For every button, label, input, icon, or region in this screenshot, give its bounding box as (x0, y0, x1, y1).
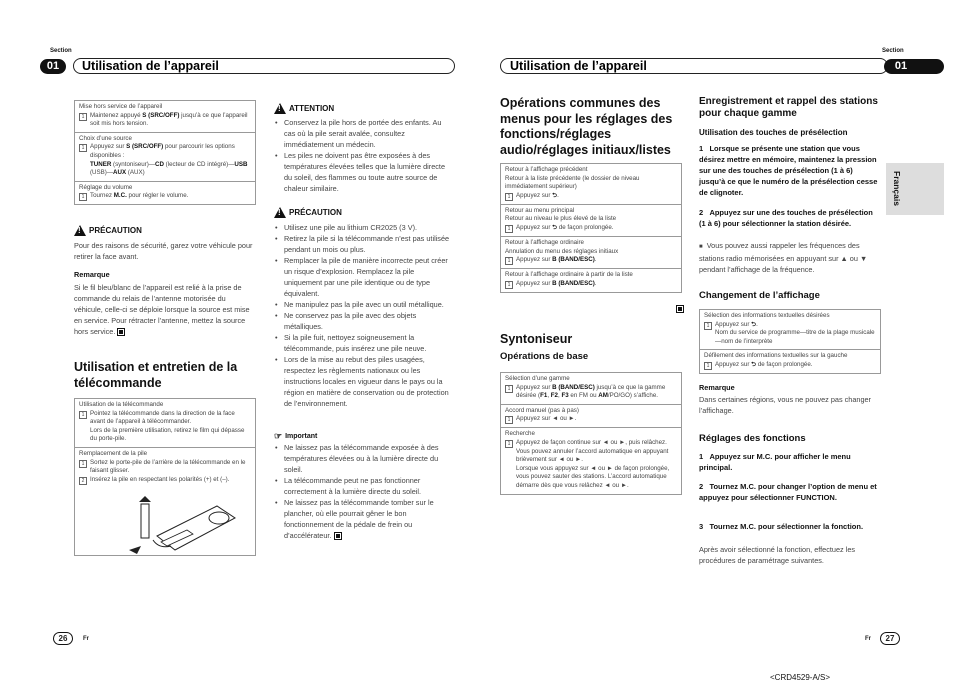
page-header-title: Utilisation de l’appareil (82, 59, 219, 73)
step-text: Appuyez sur (516, 279, 553, 287)
step-text: . (594, 279, 597, 287)
end-of-section-icon (676, 305, 684, 313)
step-number: 1 (505, 193, 513, 201)
warning-icon (74, 225, 86, 236)
step-number: 3 (699, 522, 704, 531)
row-title: Sélection d’une gamme (505, 375, 570, 382)
list-item: • Conservez la pile hors de portée des enfants. Au cas où la pile serait avalée, consultez immédiatement un médecin. (284, 117, 452, 150)
step-number: 1 (79, 460, 87, 468)
step-text: jusqu’à ce que la gamme désirée ( (516, 383, 666, 400)
band-name: AM (598, 392, 608, 400)
step-number: 1 (505, 440, 513, 448)
attention-heading (274, 103, 334, 114)
fn-step-1 (699, 451, 881, 473)
fn-title: Réglages des fonctions (699, 433, 806, 444)
source-name: TUNER (90, 160, 112, 168)
list-item: • Ne conservez pas la pile avec des objets métalliques. (284, 310, 452, 332)
key-name: B (BAND/ESC) (552, 256, 595, 264)
step-text: Appuyez de façon continue sur ◄ ou ►, puis relâchez. (516, 438, 667, 446)
step-text: . (594, 256, 597, 264)
remarque-text: Si le fil bleu/blanc de l’appareil est relié à la prise de commande du relais de l’antenne motorisée du véhicule, celle-ci se déploie lorsque la source est mise en service. Pour rétracter l’antenne, mettez la source hors service. (74, 283, 250, 336)
step-text: pour parcourir les options disponibles : (90, 143, 235, 159)
row-title: Retour à l’affichage précédent (505, 166, 588, 173)
step-text: Nom du service de programme—titre de la plage musicale—nom de l’interprète (715, 329, 875, 345)
step-text: en FM ou (568, 392, 599, 400)
bullet-icon: ■ (699, 244, 703, 250)
warning-icon (274, 207, 286, 218)
precaution2-heading (274, 207, 342, 218)
page-header (73, 58, 455, 74)
row-title: Retour à l’affichage ordinaire (505, 238, 584, 246)
remarque-block (74, 282, 256, 337)
chg-remarque-title: Remarque (699, 383, 735, 392)
table-row (700, 350, 880, 373)
chg-remarque-text: Dans certaines régions, vous ne pouvez pas changer l’affichage. (699, 395, 871, 415)
row-title: Retour à la liste précédente (le dossier de niveau immédiatement supérieur) (505, 174, 640, 191)
table-row (75, 448, 255, 553)
step-text: Tournez M.C. pour changer l’option de menu et appuyez pour sélectionner FUNCTION. (699, 482, 877, 502)
step-number: 1 (505, 385, 513, 393)
step-text: Appuyez sur (516, 383, 553, 391)
step-text: Lors de la première utilisation, retirez le film qui dépasse du porte-pile. (90, 426, 245, 443)
reg-note (699, 240, 881, 275)
key-name: B (BAND/ESC) (552, 383, 595, 391)
remarque-title: Remarque (74, 270, 110, 279)
reg-subtitle: Utilisation des touches de présélection (699, 128, 848, 137)
step-number: 1 (79, 144, 87, 152)
section-number-text: 01 (894, 60, 908, 72)
step-text: Appuyez sur (516, 191, 553, 199)
step-text: , (558, 392, 562, 400)
page-header-title: Utilisation de l’appareil (510, 59, 647, 73)
row-title: Choix d’une source (79, 134, 132, 142)
precaution-heading (74, 225, 142, 236)
list-item: • Retirez la pile si la télécommande n’est pas utilisée pendant un mois ou plus. (284, 233, 452, 255)
step-text: pour régler le volume. (126, 192, 189, 200)
attention-list (274, 117, 452, 194)
step-number: 1 (505, 225, 513, 233)
step-number: 1 (704, 362, 712, 370)
step-text: Lorsque se présente une station que vous désirez mettre en mémoire, maintenez la pression sur une des touches de présélection (1 à 6) jusqu’à ce que le numéro de la présélection cesse de clignoter. (699, 144, 878, 197)
source-desc: (AUX) (126, 169, 145, 177)
page-language: Fr (83, 636, 89, 642)
step-text: Tournez M.C. pour sélectionner la fonction. (709, 522, 864, 531)
step-number: 1 (505, 257, 513, 265)
important-list (274, 442, 452, 541)
row-title: Sélection des informations textuelles désirées (704, 312, 830, 319)
tuner-table (500, 372, 682, 495)
precaution-text: Pour des raisons de sécurité, garez votre véhicule pour retirer la face avant. (74, 241, 253, 261)
page-number: 26 (53, 632, 73, 645)
display-table (699, 309, 881, 374)
step-text: . (557, 191, 559, 199)
band-name: F3 (561, 392, 569, 400)
list-item: • Les piles ne doivent pas être exposées à des températures élevées telles que la lumière directe du soleil, des flammes ou toute autre source de chaleur similaire. (284, 150, 452, 194)
battery-replacement-illustration (127, 496, 237, 554)
ops-title: Opérations communes des menus pour les réglages des fonctions/réglages audio/réglages initiaux/listes (500, 96, 673, 157)
section-number: 01 (40, 59, 66, 74)
ops-table (500, 163, 682, 293)
band-name: F1 (540, 392, 548, 400)
step-number: 1 (79, 411, 87, 419)
important-title: Important (285, 433, 318, 440)
step-number: 1 (79, 113, 87, 121)
row-title: Annulation du menu des réglages initiaux (505, 247, 619, 255)
syntoniseur-subtitle: Opérations de base (500, 351, 589, 362)
warning-icon (274, 103, 286, 114)
back-icon: ⮌ (552, 191, 558, 199)
source-name: AUX (113, 169, 127, 177)
fn-step-3 (699, 521, 881, 532)
table-row (75, 133, 255, 182)
step-text: Appuyez sur M.C. pour afficher le menu principal. (699, 452, 851, 472)
step-text: Lorsque vous appuyez sur ◄ ou ► de façon prolongée, vous pouvez sauter des stations. L’accord automatique démarre dès que vous relâchez ◄ ou ►. (516, 464, 670, 489)
section-label: Section (50, 48, 72, 54)
row-title: Remplacement de la pile (79, 449, 148, 457)
important-icon: ☞ (274, 431, 283, 441)
table-row (75, 182, 255, 205)
row-title: Retour au menu principal (505, 206, 575, 214)
step-text: Vous pouvez annuler l’accord automatique en appuyant brièvement sur ◄ ou ►. (516, 447, 669, 464)
attention-title: ATTENTION (289, 104, 335, 113)
table-row (501, 428, 681, 493)
step-number: 1 (704, 322, 712, 330)
step-text: Pointez la télécommande dans la direction de la face avant de l’appareil à télécommander. (90, 409, 235, 426)
step-text: Appuyez sur (715, 360, 752, 368)
step-text: Appuyez sur (516, 223, 553, 231)
step-number: 1 (699, 144, 704, 153)
operations-table (74, 100, 256, 205)
list-item: • Ne manipulez pas la pile avec un outil métallique. (284, 299, 452, 310)
reg-step-1 (699, 143, 881, 198)
step-text: /PO/GO) s’affiche. (607, 392, 658, 400)
band-name: F2 (550, 392, 558, 400)
row-title: Défilement des informations textuelles sur la gauche (704, 352, 848, 360)
table-row (501, 405, 681, 429)
end-of-section-icon (117, 328, 125, 336)
table-row (75, 101, 255, 133)
fn-after: Après avoir sélectionné la fonction, effectuez les procédures de paramétrage suivantes. (699, 545, 856, 565)
step-number: 2 (699, 208, 704, 217)
row-title: Recherche (505, 430, 535, 438)
step-number: 1 (79, 193, 87, 201)
reg-step-2 (699, 207, 881, 229)
row-title: Accord manuel (pas à pas) (505, 406, 579, 414)
row-title: Réglage du volume (79, 183, 133, 191)
key-name: B (BAND/ESC) (552, 279, 595, 287)
fn-step-2 (699, 481, 881, 503)
row-title: Retour au niveau le plus élevé de la liste (505, 215, 617, 223)
step-number: 1 (505, 416, 513, 424)
end-of-section-icon (334, 532, 342, 540)
syntoniseur-title: Syntoniseur (500, 332, 573, 346)
table-row (501, 164, 681, 205)
step-number: 2 (79, 477, 87, 485)
table-row (700, 310, 880, 350)
list-item: Ne laissez pas la télécommande tomber sur le plancher, où elle pourrait gêner le bon fonctionnement de la pédale de frein ou d’accélérateur. (284, 498, 434, 540)
table-row (501, 205, 681, 237)
table-row (501, 237, 681, 269)
list-item: • Ne laissez pas la télécommande exposée à des températures élevées ou à la lumière directe du soleil. (284, 442, 452, 475)
important-heading (274, 431, 317, 442)
step-text: . (756, 320, 758, 328)
note-text: Vous pouvez aussi rappeler les fréquences des stations radio mémorisées en appuyant sur ▲ ou ▼ pendant l’affichage de la fréquence. (699, 241, 868, 274)
language-tab-label: Français (892, 171, 902, 206)
step-text: de façon prolongée. (756, 360, 813, 368)
step-text: Appuyez sur (715, 320, 752, 328)
row-title: Mise hors service de l’appareil (79, 103, 163, 110)
source-name: USB (234, 160, 248, 168)
list-item: • Si la pile fuit, nettoyez soigneusement la télécommande, puis insérez une pile neuve. (284, 332, 452, 354)
list-item: • Utilisez une pile au lithium CR2025 (3 V). (284, 222, 452, 233)
list-item: • Remplacer la pile de manière incorrecte peut créer un risque d’explosion. Remplacez la pile uniquement par une pile identique ou de type équivalent. (284, 255, 452, 299)
step-number: 2 (699, 482, 704, 491)
table-row (501, 373, 681, 405)
step-text: Appuyez sur ◄ ou ►. (516, 415, 577, 423)
key-name: S (SRC/OFF) (126, 143, 164, 151)
row-title: Utilisation de la télécommande (79, 401, 164, 408)
step-text: Tournez (90, 192, 114, 200)
chg-title: Changement de l’affichage (699, 290, 820, 301)
precaution2-title: PRÉCAUTION (289, 208, 342, 217)
step-text: Appuyez sur (516, 256, 553, 264)
key-name: S (SRC/OFF) (142, 111, 180, 119)
table-row (75, 399, 255, 448)
back-icon: ⮌ (751, 320, 757, 328)
source-desc: (syntoniseur)— (111, 160, 155, 168)
document-code: <CRD4529-A/S> (770, 673, 831, 682)
precaution-title: PRÉCAUTION (89, 226, 142, 235)
section-title-remote: Utilisation et entretien de la télécommande (74, 360, 238, 390)
page-number: 27 (880, 632, 900, 645)
page-header (500, 58, 888, 74)
step-text: de façon prolongée. (557, 223, 614, 231)
key-name: M.C. (113, 192, 127, 200)
list-item: • La télécommande peut ne pas fonctionner correctement à la lumière directe du soleil. (284, 475, 452, 497)
back-icon: ⮌ (751, 360, 757, 368)
step-number: 1 (699, 452, 704, 461)
language-tab (886, 163, 944, 215)
reg-title: Enregistrement et rappel des stations pour chaque gamme (699, 96, 878, 119)
step-text: Maintenez appuyé (90, 111, 143, 119)
step-number: 1 (505, 281, 513, 289)
list-item: • Lors de la mise au rebut des piles usagées, respectez les règlements nationaux ou les instructions locales en vigueur dans le pays ou la région en matière de conservation ou de protection de l’environnement. (284, 354, 452, 409)
step-text: Sortez le porte-pile de l’arrière de la télécommande en le faisant glisser. (90, 458, 246, 475)
section-label: Section (882, 48, 904, 54)
back-icon: ⮌ (552, 223, 558, 231)
source-desc: (lecteur de CD intégré)— (163, 160, 235, 168)
step-text: , (547, 392, 551, 400)
page-language: Fr (865, 636, 871, 642)
source-name: CD (154, 160, 164, 168)
source-desc: (USB)— (90, 169, 114, 177)
table-row (501, 269, 681, 292)
section-number (884, 59, 944, 74)
step-text: jusqu’à ce que l’appareil soit mis hors tension. (90, 111, 248, 128)
step-text: Insérez la pile en respectant les polarités (+) et (–). (90, 475, 230, 483)
step-text: Appuyez sur une des touches de présélection (1 à 6) pour sélectionner la station désirée. (699, 208, 873, 228)
remote-table (74, 398, 256, 556)
row-title: Retour à l’affichage ordinaire à partir de la liste (505, 271, 633, 279)
step-text: Appuyez sur (90, 143, 127, 151)
precaution2-list (274, 222, 452, 409)
